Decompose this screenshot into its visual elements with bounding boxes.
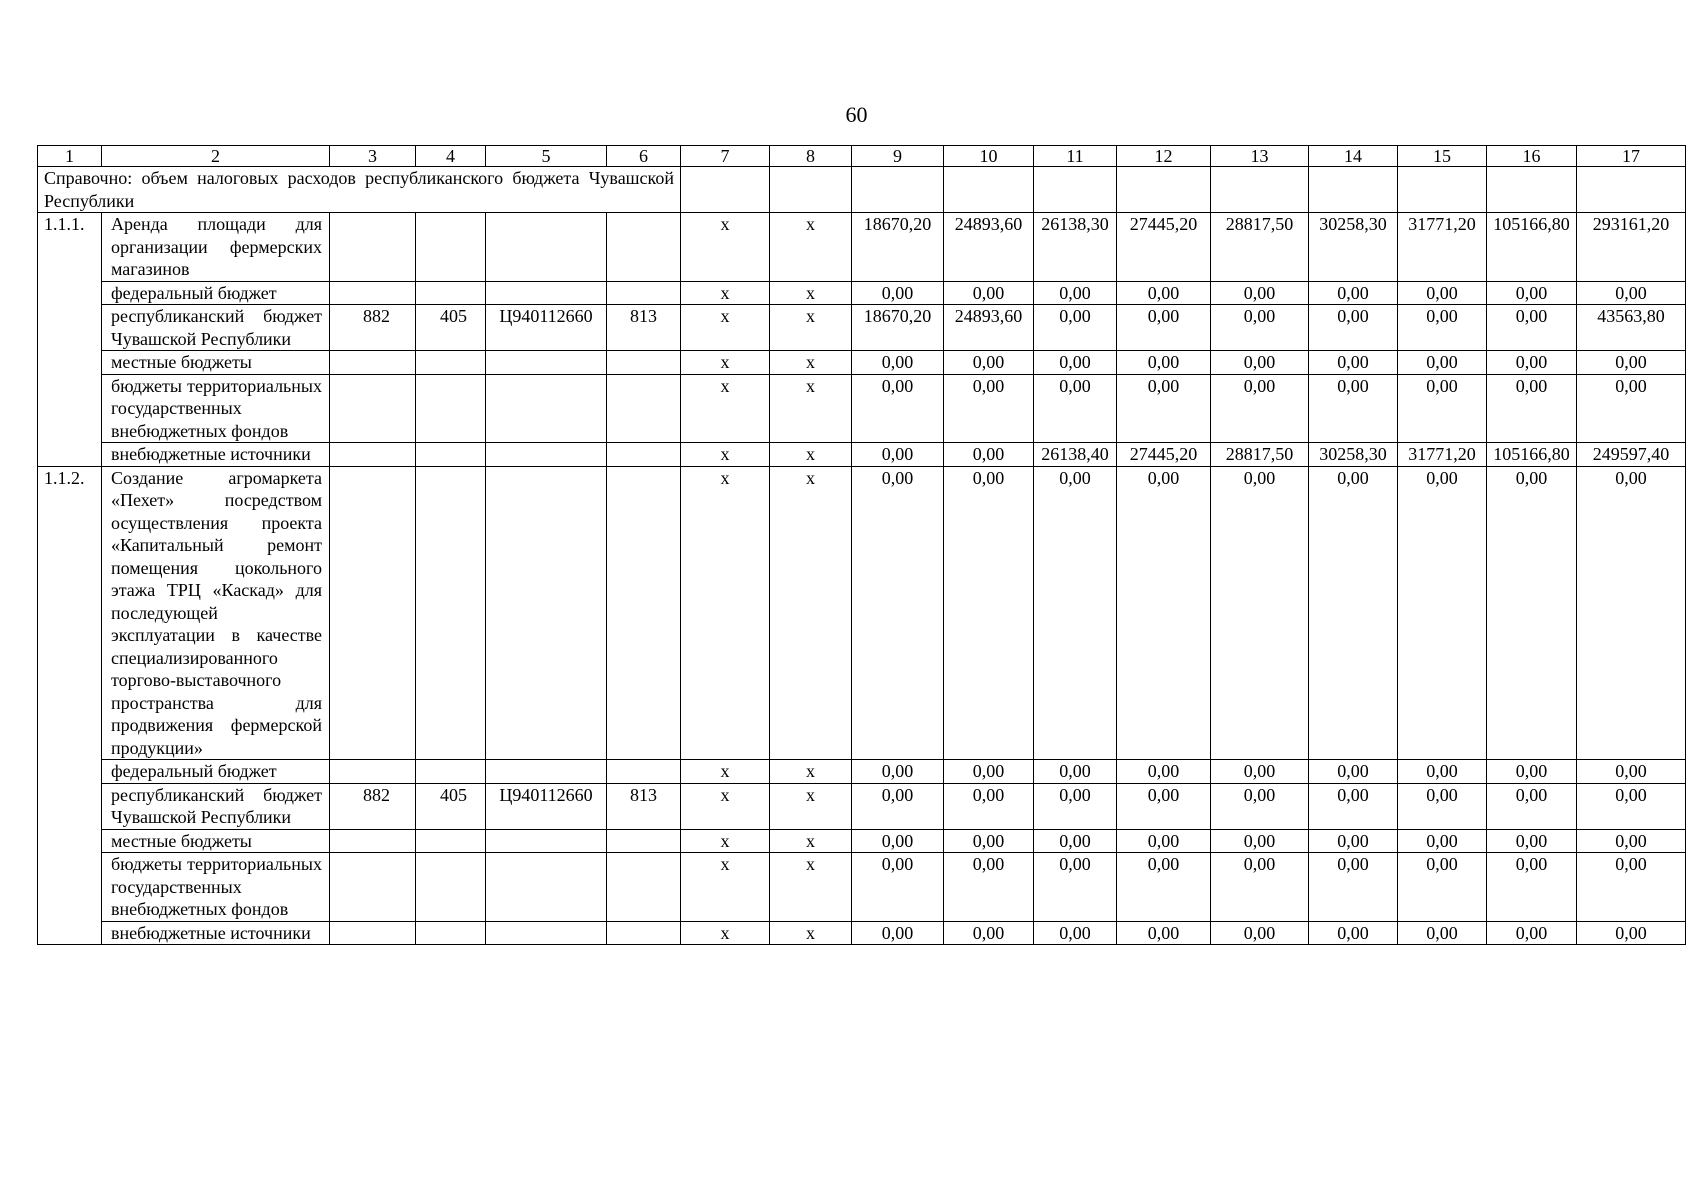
amount-cell: 0,00 <box>1117 305 1211 351</box>
amount-cell: 0,00 <box>1398 853 1487 922</box>
amount-cell: 27445,20 <box>1117 213 1211 282</box>
amount-cell: 0,00 <box>1211 829 1309 853</box>
amount-cell: 0,00 <box>1117 760 1211 784</box>
marker-cell: х <box>681 443 770 467</box>
marker-cell: х <box>681 213 770 282</box>
amount-cell: 0,00 <box>1577 281 1686 305</box>
budget-source-row <box>38 853 1686 922</box>
amount-cell: 0,00 <box>1487 853 1577 922</box>
amount-cell: 0,00 <box>1211 921 1309 945</box>
amount-cell: 0,00 <box>944 829 1034 853</box>
code-ministry: 882 <box>330 783 416 829</box>
marker-cell: х <box>770 783 852 829</box>
amount-cell: 0,00 <box>944 466 1034 760</box>
amount-cell: 0,00 <box>1309 374 1398 443</box>
source-name: федеральный бюджет <box>102 281 330 305</box>
column-number: 1 <box>38 146 102 167</box>
amount-cell: 24893,60 <box>944 213 1034 282</box>
amount-cell: 0,00 <box>1398 374 1487 443</box>
code-ministry <box>330 853 416 922</box>
code-section <box>416 374 486 443</box>
amount-cell: 0,00 <box>1309 466 1398 760</box>
amount-cell: 0,00 <box>1398 783 1487 829</box>
amount-cell: 0,00 <box>852 281 944 305</box>
amount-cell: 26138,40 <box>1034 443 1117 467</box>
amount-cell: 0,00 <box>1487 305 1577 351</box>
marker-cell: х <box>770 466 852 760</box>
column-number: 3 <box>330 146 416 167</box>
amount-cell: 0,00 <box>1211 305 1309 351</box>
source-name: местные бюджеты <box>102 829 330 853</box>
amount-cell: 0,00 <box>1398 921 1487 945</box>
amount-cell: 0,00 <box>944 921 1034 945</box>
amount-cell: 30258,30 <box>1309 213 1398 282</box>
table-cell <box>1309 167 1398 213</box>
amount-cell: 0,00 <box>1211 351 1309 375</box>
table-cell <box>416 213 486 282</box>
source-name: бюджеты территориальных государственных внебюджетных фондов <box>102 853 330 922</box>
marker-cell: х <box>770 760 852 784</box>
column-number: 6 <box>607 146 681 167</box>
code-expense-type <box>607 351 681 375</box>
marker-cell: х <box>681 351 770 375</box>
page-number: 60 <box>845 102 868 127</box>
amount-cell: 0,00 <box>1034 281 1117 305</box>
table-cell <box>1117 167 1211 213</box>
amount-cell: 0,00 <box>1577 466 1686 760</box>
marker-cell: х <box>770 921 852 945</box>
column-number: 16 <box>1487 146 1577 167</box>
code-ministry <box>330 760 416 784</box>
amount-cell: 0,00 <box>1034 921 1117 945</box>
budget-source-row <box>38 443 1686 467</box>
code-expense-type <box>607 443 681 467</box>
marker-cell: х <box>681 853 770 922</box>
code-target-item <box>486 351 607 375</box>
code-section <box>416 921 486 945</box>
budget-source-row <box>38 783 1686 829</box>
table-cell <box>1398 167 1487 213</box>
marker-cell: х <box>681 374 770 443</box>
code-section <box>416 760 486 784</box>
column-number: 13 <box>1211 146 1309 167</box>
amount-cell: 0,00 <box>944 443 1034 467</box>
program-row <box>38 466 1686 760</box>
amount-cell: 0,00 <box>852 853 944 922</box>
table-cell <box>944 167 1034 213</box>
item-title: Создание агромаркета «Пехет» посредством осуществления проекта «Капитальный ремонт помещения цокольного этажа ТРЦ «Каскад» для последующей эксплуатации в качестве специализированного торгово-выставочного пространства для продвижения фермерской продукции» <box>102 466 330 760</box>
amount-cell: 105166,80 <box>1487 213 1577 282</box>
marker-cell: х <box>681 921 770 945</box>
code-expense-type <box>607 853 681 922</box>
table-cell <box>1577 167 1686 213</box>
table-cell <box>1487 167 1577 213</box>
column-number: 9 <box>852 146 944 167</box>
amount-cell: 0,00 <box>1034 305 1117 351</box>
column-number: 5 <box>486 146 607 167</box>
amount-cell: 0,00 <box>1487 351 1577 375</box>
table-cell <box>770 167 852 213</box>
code-expense-type <box>607 281 681 305</box>
code-ministry <box>330 374 416 443</box>
item-title: Аренда площади для организации фермерских магазинов <box>102 213 330 282</box>
marker-cell: х <box>681 305 770 351</box>
amount-cell: 0,00 <box>1487 921 1577 945</box>
marker-cell: х <box>770 213 852 282</box>
code-section <box>416 281 486 305</box>
code-target-item <box>486 443 607 467</box>
code-section <box>416 853 486 922</box>
amount-cell: 0,00 <box>1309 783 1398 829</box>
column-number: 2 <box>102 146 330 167</box>
budget-source-row <box>38 351 1686 375</box>
amount-cell: 249597,40 <box>1577 443 1686 467</box>
amount-cell: 0,00 <box>1309 760 1398 784</box>
amount-cell: 0,00 <box>852 443 944 467</box>
amount-cell: 0,00 <box>1211 760 1309 784</box>
table-cell <box>1211 167 1309 213</box>
code-target-item <box>486 281 607 305</box>
code-target-item <box>486 374 607 443</box>
code-target-item: Ц940112660 <box>486 783 607 829</box>
amount-cell: 0,00 <box>1487 374 1577 443</box>
budget-source-row <box>38 760 1686 784</box>
amount-cell: 0,00 <box>1398 351 1487 375</box>
marker-cell: х <box>681 760 770 784</box>
amount-cell: 0,00 <box>944 374 1034 443</box>
amount-cell: 0,00 <box>1577 783 1686 829</box>
amount-cell: 0,00 <box>1309 853 1398 922</box>
amount-cell: 0,00 <box>1211 853 1309 922</box>
column-number: 7 <box>681 146 770 167</box>
amount-cell: 28817,50 <box>1211 213 1309 282</box>
program-row <box>38 213 1686 282</box>
amount-cell: 0,00 <box>944 853 1034 922</box>
code-target-item <box>486 921 607 945</box>
marker-cell: х <box>681 783 770 829</box>
table-cell <box>330 466 416 760</box>
code-target-item <box>486 760 607 784</box>
code-expense-type <box>607 760 681 784</box>
code-expense-type <box>607 374 681 443</box>
amount-cell: 0,00 <box>1487 466 1577 760</box>
table-cell <box>416 466 486 760</box>
source-name: республиканский бюджет Чувашской Республики <box>102 783 330 829</box>
amount-cell: 293161,20 <box>1577 213 1686 282</box>
budget-source-row <box>38 374 1686 443</box>
table-cell <box>486 466 607 760</box>
amount-cell: 31771,20 <box>1398 213 1487 282</box>
amount-cell: 0,00 <box>852 783 944 829</box>
amount-cell: 0,00 <box>1309 921 1398 945</box>
amount-cell: 0,00 <box>852 351 944 375</box>
code-section <box>416 351 486 375</box>
amount-cell: 0,00 <box>852 760 944 784</box>
amount-cell: 0,00 <box>1211 466 1309 760</box>
marker-cell: х <box>770 281 852 305</box>
amount-cell: 0,00 <box>1487 829 1577 853</box>
amount-cell: 0,00 <box>1034 374 1117 443</box>
amount-cell: 0,00 <box>1577 853 1686 922</box>
marker-cell: х <box>681 829 770 853</box>
amount-cell: 0,00 <box>1487 281 1577 305</box>
column-number: 12 <box>1117 146 1211 167</box>
code-section: 405 <box>416 305 486 351</box>
amount-cell: 0,00 <box>1034 783 1117 829</box>
source-name: внебюджетные источники <box>102 443 330 467</box>
amount-cell: 0,00 <box>852 829 944 853</box>
table-cell <box>486 213 607 282</box>
budget-source-row <box>38 281 1686 305</box>
amount-cell: 0,00 <box>944 351 1034 375</box>
amount-cell: 0,00 <box>1309 305 1398 351</box>
source-name: бюджеты территориальных государственных внебюджетных фондов <box>102 374 330 443</box>
amount-cell: 0,00 <box>1309 829 1398 853</box>
amount-cell: 28817,50 <box>1211 443 1309 467</box>
table-cell <box>681 167 770 213</box>
amount-cell: 0,00 <box>1487 783 1577 829</box>
table-cell <box>330 213 416 282</box>
marker-cell: х <box>770 305 852 351</box>
amount-cell: 24893,60 <box>944 305 1034 351</box>
source-name: федеральный бюджет <box>102 760 330 784</box>
amount-cell: 43563,80 <box>1577 305 1686 351</box>
amount-cell: 0,00 <box>1398 829 1487 853</box>
amount-cell: 0,00 <box>1211 783 1309 829</box>
amount-cell: 18670,20 <box>852 213 944 282</box>
reference-note: Справочно: объем налоговых расходов республиканского бюджета Чувашской Республики <box>38 167 681 213</box>
amount-cell: 0,00 <box>1117 374 1211 443</box>
code-ministry <box>330 443 416 467</box>
amount-cell: 0,00 <box>852 466 944 760</box>
code-section <box>416 829 486 853</box>
amount-cell: 31771,20 <box>1398 443 1487 467</box>
code-section: 405 <box>416 783 486 829</box>
code-section <box>416 443 486 467</box>
amount-cell: 0,00 <box>1117 921 1211 945</box>
amount-cell: 0,00 <box>1034 466 1117 760</box>
column-number: 17 <box>1577 146 1686 167</box>
table-cell <box>852 167 944 213</box>
code-expense-type <box>607 921 681 945</box>
column-number-row <box>38 146 1686 167</box>
code-ministry <box>330 921 416 945</box>
amount-cell: 0,00 <box>1398 760 1487 784</box>
column-number: 8 <box>770 146 852 167</box>
amount-cell: 0,00 <box>1487 760 1577 784</box>
code-expense-type: 813 <box>607 783 681 829</box>
amount-cell: 0,00 <box>1117 351 1211 375</box>
code-ministry <box>330 829 416 853</box>
amount-cell: 0,00 <box>1117 466 1211 760</box>
code-target-item <box>486 853 607 922</box>
amount-cell: 0,00 <box>1577 374 1686 443</box>
amount-cell: 0,00 <box>1117 829 1211 853</box>
column-number: 11 <box>1034 146 1117 167</box>
amount-cell: 0,00 <box>1117 783 1211 829</box>
item-number: 1.1.2. <box>38 466 102 945</box>
code-ministry <box>330 281 416 305</box>
amount-cell: 27445,20 <box>1117 443 1211 467</box>
amount-cell: 0,00 <box>1577 351 1686 375</box>
amount-cell: 0,00 <box>852 921 944 945</box>
amount-cell: 0,00 <box>1211 374 1309 443</box>
amount-cell: 0,00 <box>1398 466 1487 760</box>
amount-cell: 0,00 <box>1398 281 1487 305</box>
code-ministry: 882 <box>330 305 416 351</box>
source-name: республиканский бюджет Чувашской Республики <box>102 305 330 351</box>
table-cell <box>607 213 681 282</box>
amount-cell: 0,00 <box>1034 760 1117 784</box>
marker-cell: х <box>770 374 852 443</box>
code-target-item: Ц940112660 <box>486 305 607 351</box>
budget-source-row <box>38 921 1686 945</box>
marker-cell: х <box>681 466 770 760</box>
code-ministry <box>330 351 416 375</box>
amount-cell: 26138,30 <box>1034 213 1117 282</box>
item-number: 1.1.1. <box>38 213 102 467</box>
amount-cell: 0,00 <box>1577 760 1686 784</box>
reference-note-row <box>38 167 1686 213</box>
amount-cell: 0,00 <box>1117 281 1211 305</box>
column-number: 14 <box>1309 146 1398 167</box>
code-target-item <box>486 829 607 853</box>
amount-cell: 0,00 <box>852 374 944 443</box>
amount-cell: 0,00 <box>944 760 1034 784</box>
source-name: внебюджетные источники <box>102 921 330 945</box>
amount-cell: 0,00 <box>1309 351 1398 375</box>
column-number: 4 <box>416 146 486 167</box>
code-expense-type <box>607 829 681 853</box>
table-cell <box>607 466 681 760</box>
amount-cell: 0,00 <box>1309 281 1398 305</box>
marker-cell: х <box>770 829 852 853</box>
marker-cell: х <box>681 281 770 305</box>
amount-cell: 0,00 <box>1034 351 1117 375</box>
marker-cell: х <box>770 443 852 467</box>
budget-source-row <box>38 829 1686 853</box>
column-number: 10 <box>944 146 1034 167</box>
amount-cell: 105166,80 <box>1487 443 1577 467</box>
amount-cell: 0,00 <box>1577 921 1686 945</box>
marker-cell: х <box>770 351 852 375</box>
budget-table <box>37 145 1686 945</box>
table-body <box>38 146 1686 945</box>
amount-cell: 0,00 <box>1034 853 1117 922</box>
amount-cell: 30258,30 <box>1309 443 1398 467</box>
amount-cell: 0,00 <box>1577 829 1686 853</box>
amount-cell: 18670,20 <box>852 305 944 351</box>
budget-source-row <box>38 305 1686 351</box>
amount-cell: 0,00 <box>1211 281 1309 305</box>
table-cell <box>1034 167 1117 213</box>
amount-cell: 0,00 <box>944 783 1034 829</box>
source-name: местные бюджеты <box>102 351 330 375</box>
marker-cell: х <box>770 853 852 922</box>
column-number: 15 <box>1398 146 1487 167</box>
amount-cell: 0,00 <box>1117 853 1211 922</box>
amount-cell: 0,00 <box>1034 829 1117 853</box>
amount-cell: 0,00 <box>944 281 1034 305</box>
amount-cell: 0,00 <box>1398 305 1487 351</box>
code-expense-type: 813 <box>607 305 681 351</box>
